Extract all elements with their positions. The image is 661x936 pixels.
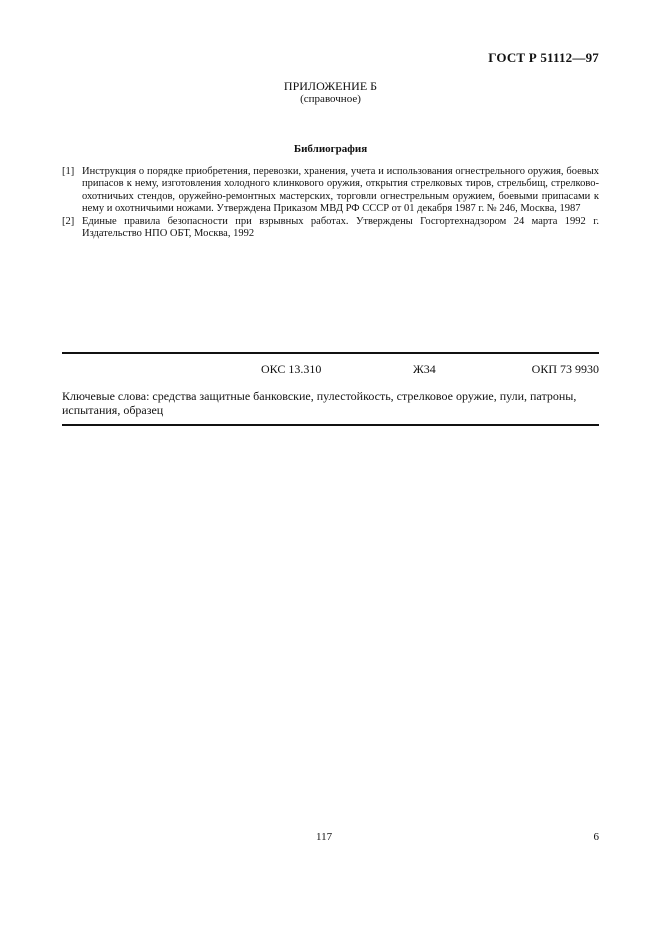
bibliography-item-number: [1] [62, 166, 75, 177]
sheet-number: 6 [593, 831, 599, 843]
bibliography-item-text: Инструкция о порядке приобретения, перевозки, хранения, учета и использования огнестрельного оружия, боевых припасов к нему, изготовления холодного клинкового оружия, открытия стрелковых тиров, стрельбищ, стрелково-охотничьих стендов, оружейно-ремонтных мастерских, торговли огнестрельным оружием, боевыми припасами к нему и охотничьими ножами. Утверждена Приказом МВД РФ СССР от 01 декабря 1987 г. № 246, Москва, 1987 [82, 166, 599, 214]
page-number: 117 [316, 831, 333, 843]
bibliography-item-number: [2] [62, 216, 75, 228]
keywords-text: Ключевые слова: средства защитные банковские, пулестойкость, стрелковое оружие, пули, патроны, испытания, образец [62, 389, 577, 417]
bibliography-item-text: Единые правила безопасности при взрывных работах. Утверждены Госгортехнадзором 24 марта 1992 г. Издательство НПО ОБТ, Москва, 1992 [82, 216, 599, 240]
oks-code: ОКС 13.310 [261, 362, 322, 376]
bottom-divider [62, 424, 599, 426]
bibliography-list [62, 166, 599, 242]
bibliography-item-1 [62, 166, 599, 215]
appendix-subtitle: (справочное) [300, 93, 361, 105]
group-code: Ж34 [413, 362, 436, 376]
bibliography-item-2 [62, 216, 599, 241]
okp-code: ОКП 73 9930 [531, 362, 599, 376]
document-code: ГОСТ Р 51112—97 [488, 50, 599, 65]
appendix-title: ПРИЛОЖЕНИЕ Б [283, 79, 378, 93]
bibliography-heading: Библиография [293, 143, 368, 155]
top-divider [62, 352, 599, 354]
